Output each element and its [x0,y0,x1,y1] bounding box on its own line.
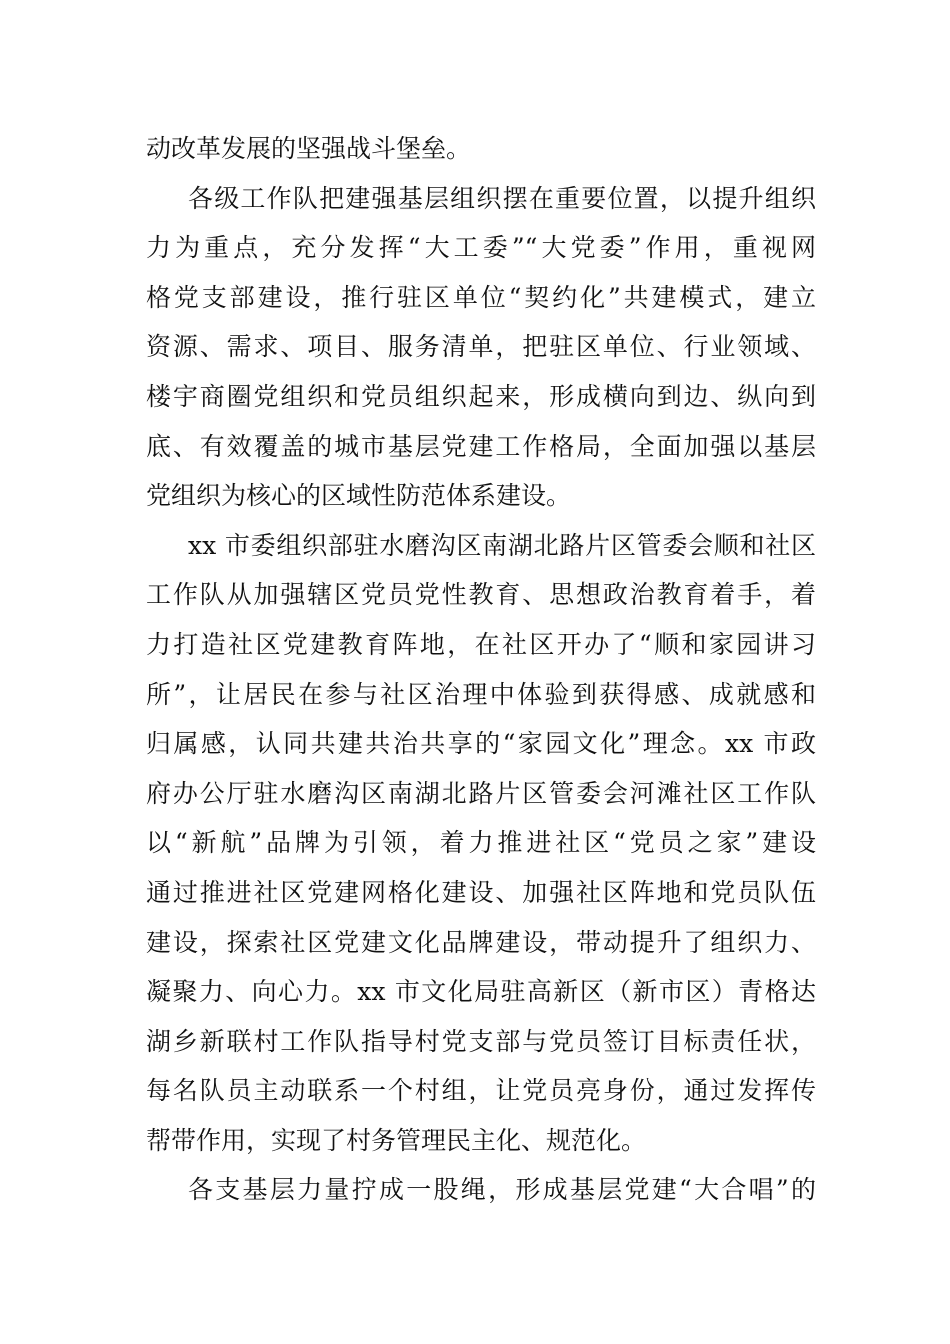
paragraph-2-line-3: 格党支部建设，推行驻区单位“契约化”共建模式，建立 [146,282,816,312]
paragraph-3-line-11: 湖乡新联村工作队指导村党支部与党员签订目标责任状， [146,1026,816,1056]
paragraph-1-line-1: 动改革发展的坚强战斗堡垒。 [146,134,472,163]
paragraph-2-line-1: 各级工作队把建强基层组织摆在重要位置，以提升组织 [188,183,816,213]
paragraph-3-line-6: 府办公厅驻水磨沟区南湖北路片区管委会河滩社区工作队 [146,778,816,808]
body-text [146,124,816,1215]
paragraph-2-line-5: 楼宇商圈党组织和党员组织起来，形成横向到边、纵向到 [146,381,816,411]
paragraph-3-line-1: xx 市委组织部驻水磨沟区南湖北路片区管委会顺和社区 [188,530,816,560]
paragraph-3-line-12: 每名队员主动联系一个村组，让党员亮身份，通过发挥传 [146,1076,816,1106]
paragraph-3-line-4: 所”，让居民在参与社区治理中体验到获得感、成就感和 [146,679,816,709]
paragraph-2-line-2: 力为重点，充分发挥“大工委”“大党委”作用，重视网 [146,233,816,263]
paragraph-3-line-10: 凝聚力、向心力。xx 市文化局驻高新区（新市区）青格达 [146,977,816,1007]
paragraph-2-line-6: 底、有效覆盖的城市基层党建工作格局，全面加强以基层 [146,431,816,461]
paragraph-3-line-5: 归属感，认同共建共治共享的“家园文化”理念。xx 市政 [146,729,816,759]
paragraph-2-line-4: 资源、需求、项目、服务清单，把驻区单位、行业领域、 [146,332,816,362]
paragraph-3-line-8: 通过推进社区党建网格化建设、加强社区阵地和党员队伍 [146,877,816,907]
paragraph-2-line-7: 党组织为核心的区域性防范体系建设。 [146,481,572,511]
paragraph-4-line-1: 各支基层力量拧成一股绳，形成基层党建“大合唱”的 [188,1175,816,1205]
paragraph-3-line-9: 建设，探索社区党建文化品牌建设，带动提升了组织力、 [146,927,816,957]
paragraph-3-line-7: 以“新航”品牌为引领，着力推进社区“党员之家”建设 [146,828,816,858]
paragraph-3-line-3: 力打造社区党建教育阵地，在社区开办了“顺和家园讲习 [146,629,816,659]
paragraph-3-line-2: 工作队从加强辖区党员党性教育、思想政治教育着手，着 [146,580,816,610]
paragraph-3-line-13: 帮带作用，实现了村务管理民主化、规范化。 [146,1125,647,1155]
